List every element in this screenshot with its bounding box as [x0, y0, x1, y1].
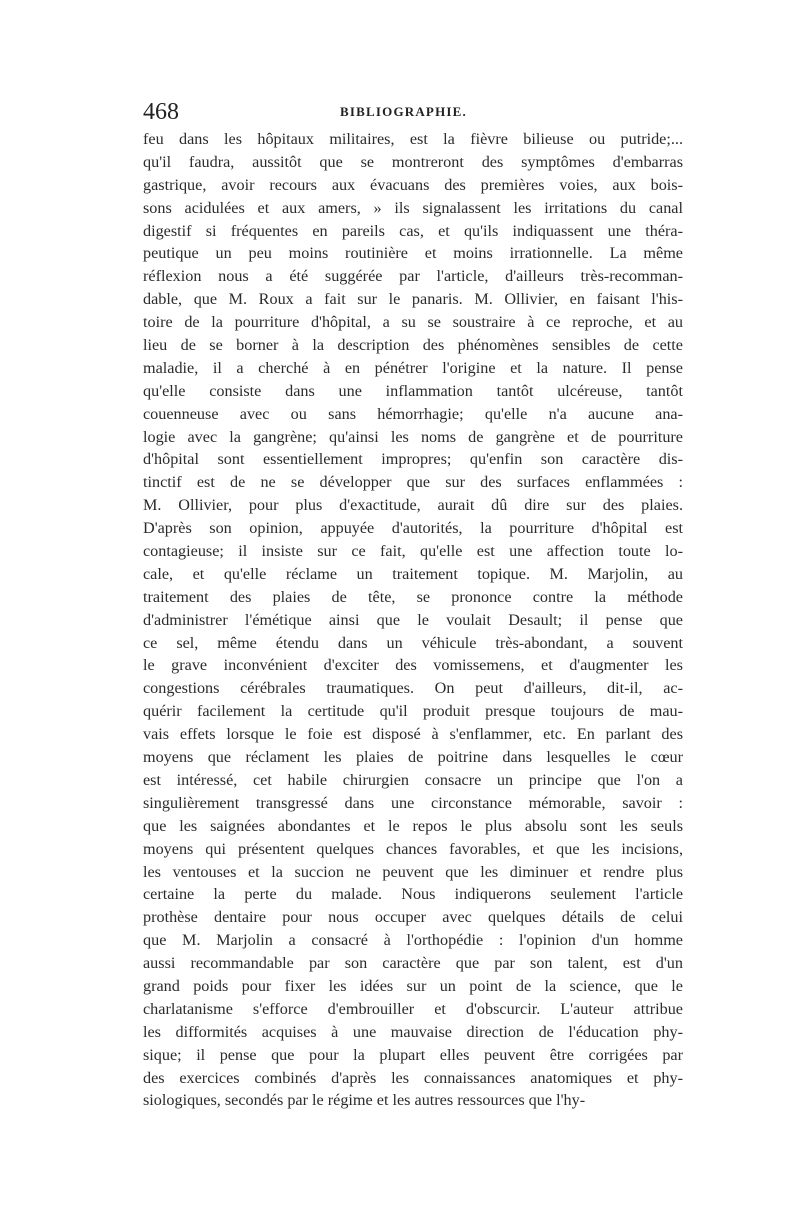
- text-line: les ventouses et la succion ne peuvent que les diminuer et rendre plus: [143, 862, 683, 881]
- running-head: BIBLIOGRAPHIE.: [340, 104, 467, 119]
- text-line: que M. Marjolin a consacré à l'orthopédie : l'opinion d'un homme: [143, 931, 683, 950]
- text-line: ce sel, même étendu dans un véhicule très-abondant, a souvent: [143, 633, 683, 652]
- text-line: lieu de se borner à la description des phénomènes sensibles de cette: [143, 336, 683, 355]
- text-line: contagieuse; il insiste sur ce fait, qu'elle est une affection toute lo-: [143, 542, 683, 561]
- text-line: tinctif est de ne se développer que sur des surfaces enflammées :: [143, 473, 683, 492]
- body-text: [143, 128, 683, 1112]
- text-line: que les saignées abondantes et le repos le plus absolu sont les seuls: [143, 816, 683, 835]
- text-line: maladie, il a cherché à en pénétrer l'origine et la nature. Il pense: [143, 358, 683, 377]
- text-line: d'hôpital sont essentiellement impropres; qu'enfin son caractère dis-: [143, 450, 683, 469]
- text-line: est intéressé, cet habile chirurgien consacre un principe que l'on a: [143, 770, 683, 789]
- text-line: D'après son opinion, appuyée d'autorités, la pourriture d'hôpital est: [143, 519, 683, 538]
- text-line: sons acidulées et aux amers, » ils signalassent les irritations du canal: [143, 198, 683, 217]
- text-line: moyens que réclament les plaies de poitrine dans lesquelles le cœur: [143, 748, 683, 767]
- text-line: certaine la perte du malade. Nous indiquerons seulement l'article: [143, 885, 683, 904]
- text-line: prothèse dentaire pour nous occuper avec quelques détails de celui: [143, 908, 683, 927]
- text-line: cale, et qu'elle réclame un traitement topique. M. Marjolin, au: [143, 564, 683, 583]
- text-line: d'administrer l'émétique ainsi que le voulait Desault; il pense que: [143, 610, 683, 629]
- text-line: digestif si fréquentes en pareils cas, et qu'ils indiquassent une théra-: [143, 221, 683, 240]
- text-line: qu'il faudra, aussitôt que se montreront des symptômes d'embarras: [143, 152, 683, 171]
- text-line: M. Ollivier, pour plus d'exactitude, aurait dû dire sur des plaies.: [143, 496, 683, 515]
- text-line: gastrique, avoir recours aux évacuans des premières voies, aux bois-: [143, 175, 683, 194]
- text-line: le grave inconvénient d'exciter des vomissemens, et d'augmenter les: [143, 656, 683, 675]
- text-line: des exercices combinés d'après les connaissances anatomiques et phy-: [143, 1068, 683, 1087]
- text-line: charlatanisme s'efforce d'embrouiller et d'obscurcir. L'auteur attribue: [143, 999, 683, 1018]
- text-line: siologiques, secondés par le régime et les autres ressources que l'hy-: [143, 1091, 586, 1110]
- page-header: [143, 98, 683, 126]
- text-line: grand poids pour fixer les idées sur un point de la science, que le: [143, 976, 683, 995]
- text-line: sique; il pense que pour la plupart elles peuvent être corrigées par: [143, 1045, 683, 1064]
- text-line: aussi recommandable par son caractère que par son talent, est d'un: [143, 954, 683, 973]
- page-number: 468: [143, 99, 179, 125]
- text-line: logie avec la gangrène; qu'ainsi les noms de gangrène et de pourriture: [143, 427, 683, 446]
- text-line: feu dans les hôpitaux militaires, est la fièvre bilieuse ou putride;...: [143, 130, 683, 148]
- text-line: qu'elle consiste dans une inflammation tantôt ulcéreuse, tantôt: [143, 381, 683, 400]
- text-line: vais effets lorsque le foie est disposé à s'enflammer, etc. En parlant des: [143, 725, 683, 744]
- text-line: dable, que M. Roux a fait sur le panaris. M. Ollivier, en faisant l'his-: [143, 290, 683, 309]
- text-line: quérir facilement la certitude qu'il produit presque toujours de mau-: [143, 702, 683, 721]
- text-line: toire de la pourriture d'hôpital, a su se soustraire à ce reproche, et au: [143, 313, 683, 332]
- text-line: singulièrement transgressé dans une circonstance mémorable, savoir :: [143, 793, 683, 812]
- text-line: couenneuse avec ou sans hémorrhagie; qu'elle n'a aucune ana-: [143, 404, 683, 423]
- text-line: les difformités acquises à une mauvaise direction de l'éducation phy-: [143, 1022, 683, 1041]
- text-line: moyens qui présentent quelques chances favorables, et que les incisions,: [143, 839, 683, 858]
- text-line: traitement des plaies de tête, se prononce contre la méthode: [143, 587, 683, 606]
- text-line: réflexion nous a été suggérée par l'article, d'ailleurs très-recomman-: [143, 267, 683, 286]
- text-line: peutique un peu moins routinière et moins irrationnelle. La même: [143, 244, 683, 263]
- text-line: congestions cérébrales traumatiques. On peut d'ailleurs, dit-il, ac-: [143, 679, 683, 698]
